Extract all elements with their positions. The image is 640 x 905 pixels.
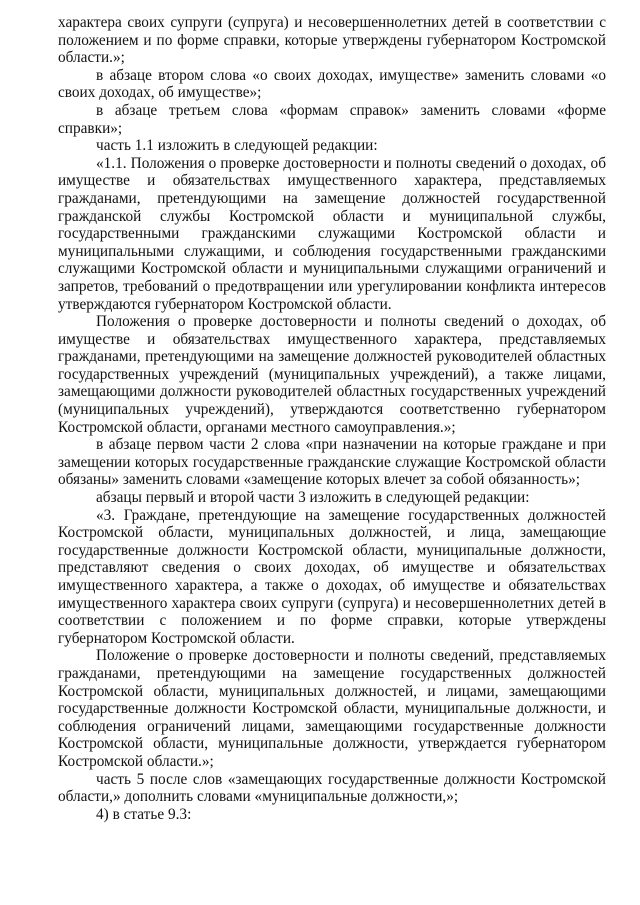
paragraph-part-5-amendment: часть 5 после слов «замещающих государственные должности Костромской области,» дополнить словами «муниципальные должности,»;	[58, 770, 606, 806]
paragraph-continuation: характера своих супруги (супруга) и несовершеннолетних детей в соответствии с положением и по форме справки, которые утверждены губернатором Костромской области.»;	[58, 14, 606, 67]
paragraph-amendment-abzac-2: в абзаце втором слова «о своих доходах, имуществе» заменить словами «о своих доходах, об имуществе»;	[58, 66, 606, 102]
document-page	[58, 14, 606, 823]
paragraph-part-3-text: «3. Граждане, претендующие на замещение государственных должностей Костромской области, муниципальных должностей, и лица, замещающие государственные должности Костромской области, муниципальные должности, представляют сведения о своих доходах, об имуществе и обязательствах имущественного характера, а также о доходах, об имуществе и обязательствах имущественного характера своих супруги (супруга) и несовершеннолетних детей в соответствии с положением и по форме справки, которые утверждены губернатором Костромской области.	[58, 506, 606, 647]
paragraph-amendment-abzac-3: в абзаце третьем слова «формам справок» заменить словами «форме справки»;	[58, 101, 606, 137]
paragraph-part-1-1-second: Положения о проверке достоверности и полноты сведений о доходах, об имуществе и обязательствах имущественного характера, представляемых гражданами, претендующими на замещение должностей руководителей областных государственных учреждений (муниципальных учреждений), а также лицами, замещающими должности руководителей областных государственных учреждений (муниципальных учреждений), утверждаются соответственно губернатором Костромской области, органами местного самоуправления.»;	[58, 313, 606, 436]
paragraph-part-2-amendment: в абзаце первом части 2 слова «при назначении на которые граждане и при замещении которых государственные гражданские служащие Костромской области обязаны» заменить словами «замещение которых влечет за собой обязанность»;	[58, 436, 606, 489]
paragraph-part-1-1-text: «1.1. Положения о проверке достоверности и полноты сведений о доходах, об имуществе и обязательствах имущественного характера, представляемых гражданами, претендующими на замещение должностей государственной гражданской службы Костромской области и муниципальной службы, государственными гражданскими служащими Костромской области и муниципальными служащими, и соблюдения государственными гражданскими служащими Костромской области и муниципальными служащими ограничений и запретов, требований о предотвращении или урегулировании конфликта интересов утверждаются губернатором Костромской области.	[58, 154, 606, 313]
paragraph-part-3-second: Положение о проверке достоверности и полноты сведений, представляемых гражданами, претендующими на замещение государственных должностей Костромской области, муниципальных должностей, и лицами, замещающими государственные должности Костромской области, муниципальные должности, и соблюдения ограничений лицами, замещающими государственные должности Костромской области, муниципальные должности, утверждается губернатором Костромской области.»;	[58, 647, 606, 770]
paragraph-article-9-3: 4) в статье 9.3:	[96, 805, 192, 823]
paragraph-part-3-intro: абзацы первый и второй части 3 изложить в следующей редакции:	[96, 489, 530, 507]
paragraph-part-1-1-intro: часть 1.1 изложить в следующей редакции:	[96, 137, 378, 155]
